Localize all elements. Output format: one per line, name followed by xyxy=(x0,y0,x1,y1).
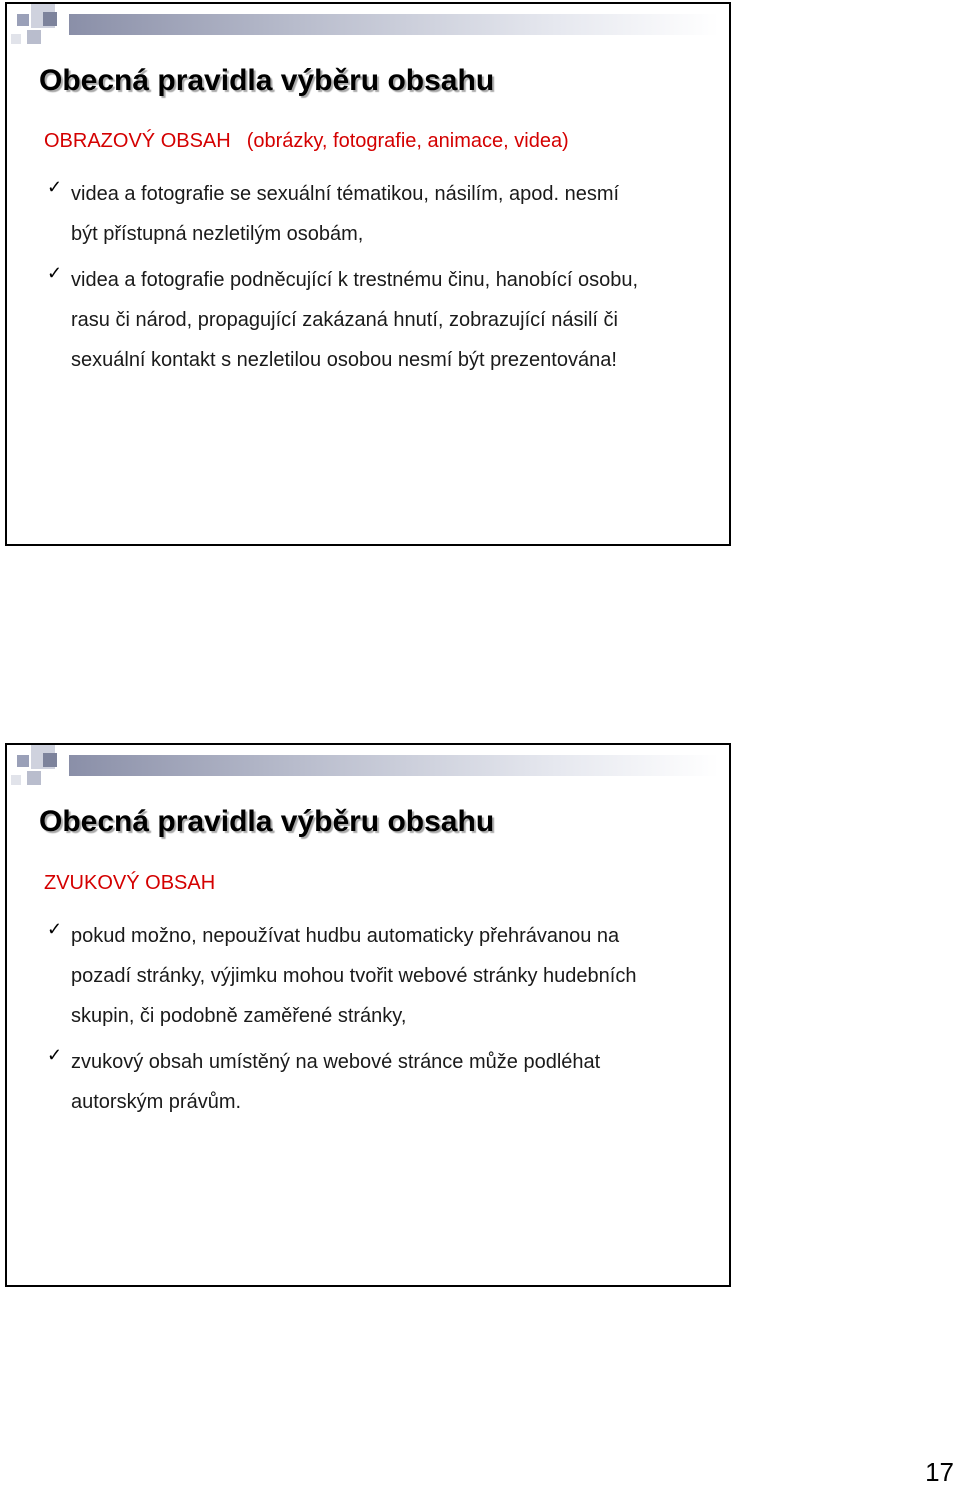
bullet-line: sexuální kontakt s nezletilou osobou nesmí být prezentována! xyxy=(71,349,617,371)
slide-decoration xyxy=(7,4,733,50)
deco-square xyxy=(27,30,41,44)
slide-sound-content xyxy=(5,743,731,1287)
slide-decoration xyxy=(7,745,733,791)
section-label: ZVUKOVÝ OBSAH xyxy=(44,872,216,894)
section-label: OBRAZOVÝ OBSAH xyxy=(44,130,231,152)
bullet-line: autorským právům. xyxy=(71,1091,242,1113)
check-icon: ✓ xyxy=(47,1045,63,1065)
deco-square xyxy=(17,14,29,26)
page-number: 17 xyxy=(925,1457,954,1487)
deco-square xyxy=(43,12,57,26)
check-icon: ✓ xyxy=(47,177,63,197)
bullet-line: rasu či národ, propagující zakázaná hnutí, zobrazující násilí či xyxy=(71,309,618,331)
bullet-list xyxy=(47,916,727,1128)
deco-gradient-bar xyxy=(69,755,719,776)
list-item xyxy=(47,174,727,254)
bullet-line: skupin, či podobně zaměřené stránky, xyxy=(71,1005,407,1027)
slide-image-content xyxy=(5,2,731,546)
check-icon: ✓ xyxy=(47,263,63,283)
deco-square xyxy=(11,775,21,785)
deco-square xyxy=(27,771,41,785)
section-note: (obrázky, fotografie, animace, videa) xyxy=(246,130,569,152)
deco-square xyxy=(17,755,29,767)
slide-title: Obecná pravidla výběru obsahu xyxy=(39,64,495,97)
check-icon: ✓ xyxy=(47,919,63,939)
section-heading xyxy=(44,130,569,153)
deco-square xyxy=(11,34,21,44)
list-item xyxy=(47,260,727,380)
bullet-line: být přístupná nezletilým osobám, xyxy=(71,223,364,245)
list-item xyxy=(47,916,727,1036)
bullet-line: pokud možno, nepoužívat hudbu automaticky přehrávanou na xyxy=(71,925,620,947)
list-item xyxy=(47,1042,727,1122)
bullet-list xyxy=(47,174,727,386)
bullet-line: zvukový obsah umístěný na webové stránce může podléhat xyxy=(71,1051,601,1073)
bullet-line: videa a fotografie podněcující k trestnému činu, hanobící osobu, xyxy=(71,269,639,291)
slide-title: Obecná pravidla výběru obsahu xyxy=(39,805,495,838)
deco-square xyxy=(43,753,57,767)
deco-gradient-bar xyxy=(69,14,719,35)
bullet-line: videa a fotografie se sexuální tématikou, násilím, apod. nesmí xyxy=(71,183,620,205)
bullet-line: pozadí stránky, výjimku mohou tvořit webové stránky hudebních xyxy=(71,965,637,987)
section-heading xyxy=(44,872,215,895)
